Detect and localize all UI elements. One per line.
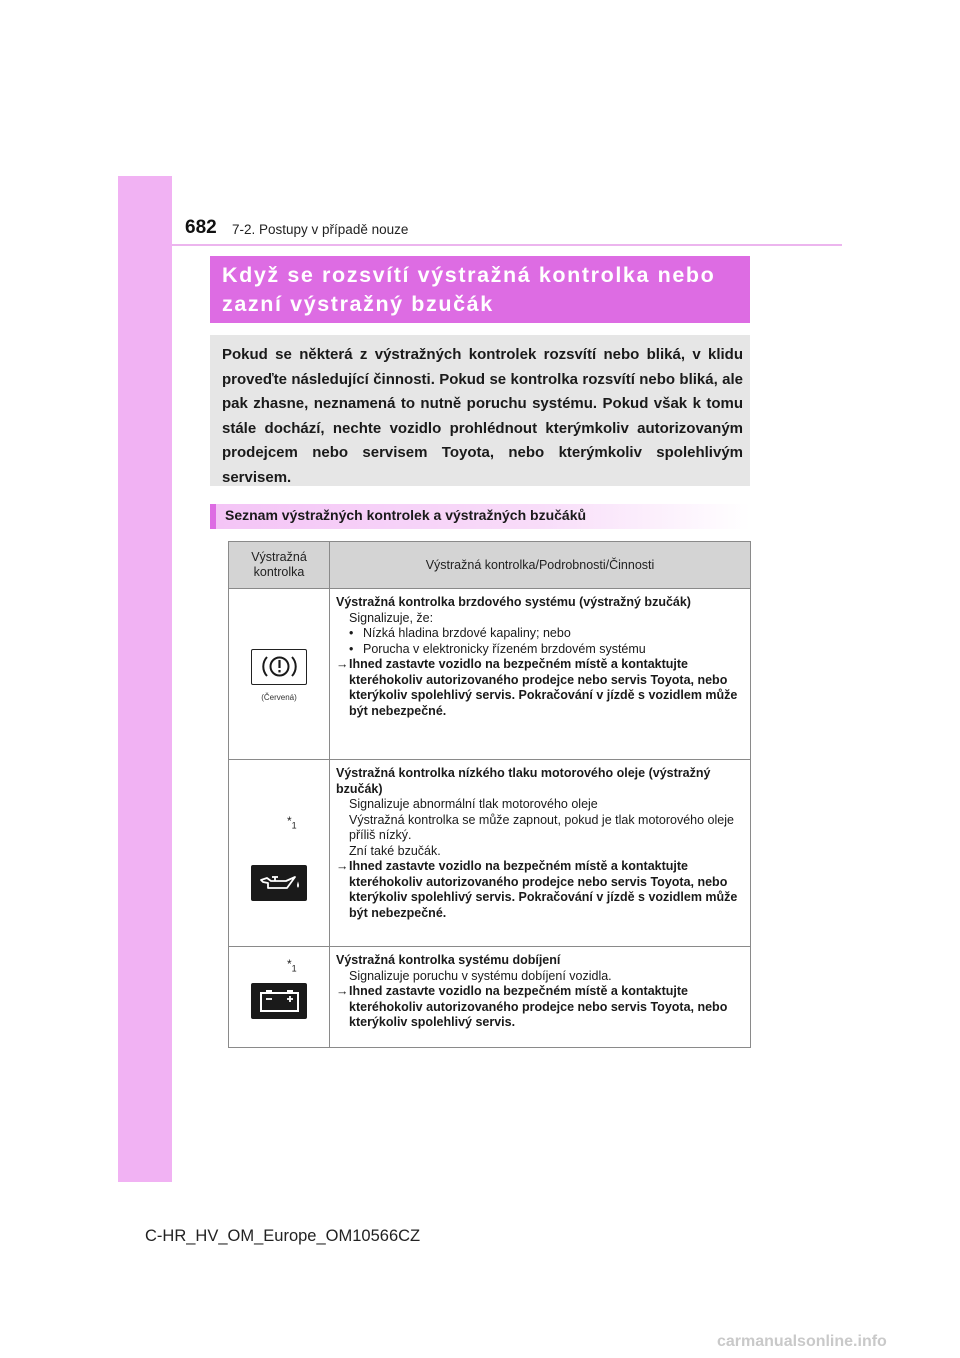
intro-text: Pokud se některá z výstražných kontrolek rozsvítí nebo bliká, v klidu proveďte následující činnosti. Pokud se kontrolka rozsvítí nebo bliká, ale pak zhasne, neznamená to nutně poruchu systému. Pokud však k tomu stále dochází, nechte vozidlo prohlédnout kterýmkoliv autorizovaným prodejcem nebo servisem Toyota, nebo kterýmkoliv spolehlivým servisem. xyxy=(222,346,743,486)
oil-pressure-icon xyxy=(251,865,307,901)
table-row xyxy=(229,589,751,760)
title-line-2: zazní výstražný bzučák xyxy=(222,292,494,316)
watermark: carmanualsonline.info xyxy=(717,1333,887,1350)
row-bullet xyxy=(336,642,743,658)
action-text: Ihned zastavte vozidlo na bezpečném místě a kontaktujte kteréhokoliv autorizovaného prodejce nebo servis Toyota, nebo kterýkoliv spolehlivý servis. Pokračování v jízdě s vozidlem může být nebezpečné. xyxy=(349,657,738,718)
bullet-text: Porucha v elektronicky řízeném brzdovém systému xyxy=(363,641,646,656)
action-text: Ihned zastavte vozidlo na bezpečném místě a kontaktujte kteréhokoliv autorizovaného prodejce nebo servis Toyota, nebo kterýkoliv spolehlivý servis. Pokračování v jízdě s vozidlem může být nebezpečné. xyxy=(349,859,738,920)
bullet-text: Nízká hladina brzdové kapaliny; nebo xyxy=(363,626,571,640)
icon-cell xyxy=(229,947,330,1048)
footnote-mark xyxy=(287,957,297,977)
icon-cell xyxy=(229,589,330,760)
table-row xyxy=(229,760,751,947)
row-text: Signalizuje abnormální tlak motorového oleje xyxy=(349,797,598,811)
footnote-mark xyxy=(287,814,297,834)
section-title: 7-2. Postupy v případě nouze xyxy=(232,222,409,237)
header-col-icon-line2: kontrolka xyxy=(253,565,305,579)
row-action xyxy=(336,984,743,1031)
action-text: Ihned zastavte vozidlo na bezpečném místě a kontaktujte kteréhokoliv autorizovaného prodejce nebo servis Toyota, nebo kterýkoliv spolehlivý servis. xyxy=(349,984,728,1029)
brake-warning-icon xyxy=(251,649,307,685)
header-col-details: Výstražná kontrolka/Podrobnosti/Činnosti xyxy=(330,542,751,589)
table-header-row xyxy=(229,542,751,589)
row-text: Výstražná kontrolka se může zapnout, pokud je tlak motorového oleje příliš nízký. xyxy=(349,812,734,842)
footnote-number: 1 xyxy=(291,963,297,974)
title-line-1: Když se rozsvítí výstražná kontrolka nebo xyxy=(222,263,716,287)
description-cell xyxy=(330,947,751,1048)
page-number: 682 xyxy=(185,217,217,238)
arrow-icon: → xyxy=(336,859,349,873)
subheading xyxy=(210,504,750,529)
bullet-dot: • xyxy=(349,641,354,656)
row-bullet xyxy=(336,626,743,642)
table-row xyxy=(229,947,751,1048)
title-banner xyxy=(210,256,750,323)
footnote-star: * xyxy=(287,957,292,971)
footnote-star: * xyxy=(287,814,292,828)
warning-table xyxy=(228,541,751,1048)
header-divider xyxy=(172,244,842,246)
row-action xyxy=(336,859,743,921)
row-title: Výstražná kontrolka systému dobíjení xyxy=(336,953,561,967)
description-cell xyxy=(330,760,751,947)
footnote-number: 1 xyxy=(291,820,297,831)
row-title: Výstražná kontrolka brzdového systému (výstražný bzučák) xyxy=(336,595,691,609)
battery-charge-icon xyxy=(251,983,307,1019)
document-id: C-HR_HV_OM_Europe_OM10566CZ xyxy=(145,1227,421,1245)
icon-caption: (Červená) xyxy=(261,693,297,702)
arrow-icon: → xyxy=(336,984,349,998)
icon-cell xyxy=(229,760,330,947)
intro-box xyxy=(210,335,750,486)
header-col-icon-line1: Výstražná xyxy=(251,550,307,564)
subheading-text: Seznam výstražných kontrolek a výstražných bzučáků xyxy=(225,507,587,523)
description-cell xyxy=(330,589,751,760)
header-col-icon xyxy=(229,542,330,589)
row-action xyxy=(336,657,743,719)
row-text: Signalizuje, že: xyxy=(349,610,434,625)
chapter-side-strip xyxy=(118,176,172,1182)
row-text: Zní také bzučák. xyxy=(349,843,441,858)
row-title: Výstražná kontrolka nízkého tlaku motorového oleje (výstražný bzučák) xyxy=(336,766,711,796)
row-text: Signalizuje poruchu v systému dobíjení vozidla. xyxy=(349,968,612,983)
arrow-icon: → xyxy=(336,657,349,671)
bullet-dot: • xyxy=(349,626,354,640)
